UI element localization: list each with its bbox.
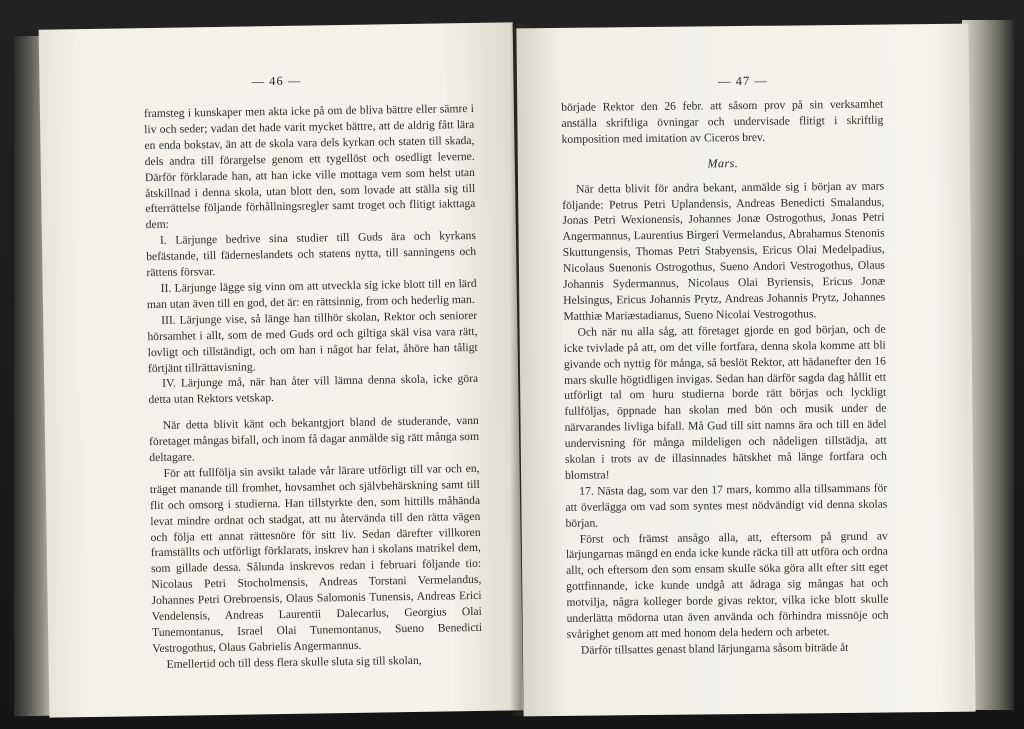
right-page <box>516 24 975 717</box>
paragraph: II. Lärjunge lägge sig vinn om att utveckla sig icke blott till en lärd man utan även till en god, det är: en rättsinnig, from och hederlig man. <box>146 276 477 311</box>
paragraph: III. Lärjunge vise, så länge han tillhör skolan, Rektor och seniorer hörsamhet i allt, som de med Guds ord och giltiga skäl visa vara rätt, lovligt och tillständigt, och om han i något har felat, åhöre han tåligt förtjänt tillrättavisning. <box>147 308 478 375</box>
paragraph: 17. Nästa dag, som var den 17 mars, kommo alla tillsammans för att överlägga om vad som syntes mest nödvändigt vid denna skolas början. <box>565 481 888 530</box>
paragraph: IV. Lärjunge må, när han åter vill lämna denna skola, icke göra detta utan Rektors vetskap. <box>148 372 479 407</box>
page-number-left: — 46 — <box>251 73 302 89</box>
paragraph: När detta blivit känt och bekantgjort bland de studerande, vann företaget mångas bifall, och inom få dagar anmälde sig rätt många som deltagare. <box>149 414 480 465</box>
left-page <box>39 22 524 717</box>
page-number-right: — 47 — <box>718 73 768 89</box>
left-page-text <box>144 101 483 673</box>
paragraph: För att fullfölja sin avsikt talade vår lärare utförligt till var och en, träget manande till fromhet, hovsamhet och självbehärskning samt till flit och omsorg i studierna. Han tillstyrkte den, som hittills måhända levat mindre ordnat och stadgat, att nu återvända till den rätta vägen och följa ett annat rättesnöre för sitt liv. Sedan därefter villkoren framställts och utförligt förklarats, inskrev han i skolans matrikel dem, som gillade dessa. Sålunda inskrevos redan i februari följande tio: Nicolaus Petri Stocholmensis, Andreas Torstani Vermelandus, Johannes Petri Orebroensis, Olaus Salomonis Tunensis, Andreas Erici Vendelensis, Andreas Laurentii Dalecarlus, Georgius Olai Tunemontanus, Israel Olai Tunemontanus, Sueno Benedicti Vestrogothus, Olaus Gabrielis Angermannus. <box>149 461 483 655</box>
paragraph: började Rektor den 26 febr. att såsom prov på sin verksamhet anställa skriftliga övningar och undervisade flitigt i skriftlig komposition med imitation av Ciceros brev. <box>561 97 884 146</box>
paragraph: Emellertid och till dess flera skulle sluta sig till skolan, <box>166 653 422 671</box>
right-page-text <box>561 97 889 659</box>
section-heading: Mars. <box>707 155 739 171</box>
paragraph: framsteg i kunskaper men akta icke på om de bliva bättre eller sämre i liv och seder; vadan det hade varit mycket bättre, att de aldrig fått lära en enda bokstav, än att de skola vara dels kyrkan och staten till skada, dels andra till förargelse genom ett tygellöst och osedligt leverne. Därför förklarade han, att han icke ville mottaga vem som helst utan åtskillnad i denna skola, utan blott den, som lovade att ställa sig till efterrättelse följande förhållningsregler samt troget och flitigt iakttaga dem: <box>143 101 476 232</box>
paragraph: Först och främst ansågo alla, att, eftersom på grund av lärjungarnas mängd en enda icke kunde räcka till att utföra och ordna allt, och eftersom den som ensam skulle söka göra allt efter sitt eget gottfinnande, icke kunde undgå att ådraga sig mångas hat och motvilja, några kolleger borde givas rektor, vilka icke blott skulle underlätta mödorna utan även använda och förhindra missnöje och svårighet genom att med honom dela hedern och arbetet. <box>565 529 889 641</box>
paragraph: I. Lärjunge bedrive sina studier till Guds ära och kyrkans befästande, till fäderneslandets och statens nytta, till sanningens och rättens försvar. <box>146 229 477 280</box>
paragraph: Därför tillsattes genast bland lärjungarna såsom biträde åt <box>580 640 849 657</box>
paragraph: När detta blivit för andra bekant, anmälde sig i början av mars följande: Petrus Petri Uplandensis, Andreas Benedicti Smalandus, Jonas Petri Wexionensis, Johannes Jonæ Ostrogothus, Jonas Petri Angermannus, Laurentius Birgeri Vermelandus, Abrahamus Stenonis Skuttungensis, Thomas Petri Stabyensis, Ericus Olai Medelpadius, Nicolaus Suenonis Ostrogothus, Sueno Andori Vestrogothus, Olaus Johannis Sydermannus, Nicolaus Olai Byriensis, Ericus Jonæ Helsingus, Ericus Johannis Prytz, Andreas Johannis Prytz, Johannes Matthiæ Mariæstadianus, Sueno Nicolai Vestrogothus. <box>562 179 886 323</box>
paragraph: Och när nu alla såg, att företaget gjorde en god början, och de icke tvivlade på att, om det ville fortfara, denna skola komme att bli givande och nyttig för många, så beslöt Rektor, att hädanefter den 16 mars skulle högtidligen invigas. Sedan han därför sagda dag hållit ett utförligt tal om huru studierna borde rätt börjas och lyckligt fullföljas, öppnade han skolan med bön och musik under de närvarandes livliga bifall. Må Gud till sitt namns ära och till en ädel undervisning för många mildeligen och nådeligen tillstädja, att skolan i trots av de illasinnades hätskhet må länge fortfara och blomstra! <box>563 322 887 482</box>
